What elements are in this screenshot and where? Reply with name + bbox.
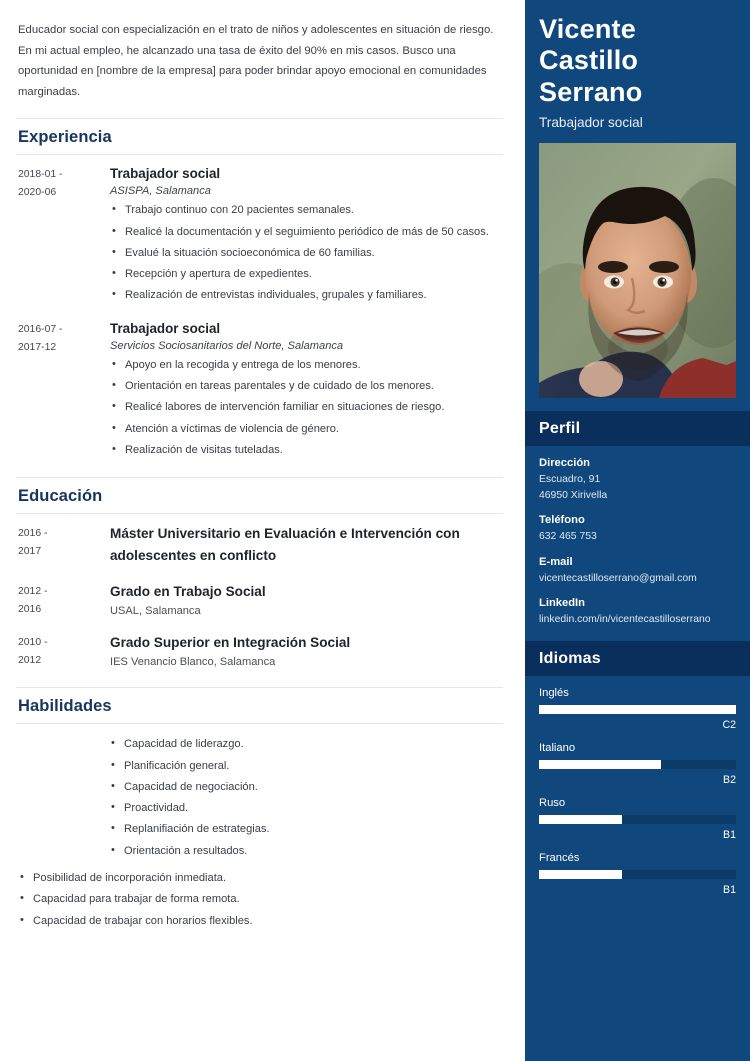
contact-item bbox=[539, 457, 736, 503]
entry-body bbox=[100, 319, 503, 462]
entry-title: Grado Superior en Integración Social bbox=[110, 635, 351, 651]
skill-item: • Capacidad de liderazgo. bbox=[109, 734, 503, 755]
language-item bbox=[539, 852, 736, 896]
contact-value[interactable]: linkedin.com/in/vicentecastilloserrano bbox=[539, 614, 711, 626]
language-level-bar-fill bbox=[539, 760, 661, 769]
education-entry-list bbox=[16, 514, 503, 671]
entry-organization: ASISPA, Salamanca bbox=[110, 185, 211, 198]
contact-value[interactable]: Escuadro, 91 46950 Xirivella bbox=[539, 473, 608, 501]
skill-item: • Orientación a resultados. bbox=[109, 841, 503, 862]
entry-bullet: • Atención a víctimas de violencia de género. bbox=[110, 419, 503, 440]
entry-date-from: 2018-01 - bbox=[18, 169, 63, 181]
entry-row bbox=[16, 319, 503, 462]
skill-item: • Planificación general. bbox=[109, 756, 503, 777]
contact-label: LinkedIn bbox=[539, 597, 585, 610]
identity-block bbox=[525, 0, 750, 130]
skills-body bbox=[16, 724, 503, 932]
section-title-skills: Habilidades bbox=[18, 697, 112, 716]
sidebar-section-header-profile bbox=[525, 411, 750, 446]
entry-date-range bbox=[16, 581, 100, 619]
contact-value[interactable]: 632 465 753 bbox=[539, 531, 597, 543]
entry-body bbox=[100, 523, 503, 569]
entry-date-from: 2012 - bbox=[18, 586, 48, 598]
entry-date-to: 2020-06 bbox=[18, 187, 57, 199]
entry-body bbox=[100, 581, 503, 620]
entry-bullet: • Trabajo continuo con 20 pacientes semanales. bbox=[110, 200, 503, 221]
entry-date-range bbox=[16, 632, 100, 670]
entry-date-to: 2017-12 bbox=[18, 341, 57, 353]
entry-bullet: • Orientación en tareas parentales y de cuidado de los menores. bbox=[110, 376, 503, 397]
portrait-photo-graphic bbox=[539, 143, 736, 398]
language-level-label: C2 bbox=[722, 718, 736, 731]
sidebar-section-header-languages bbox=[525, 641, 750, 676]
entry-title: Trabajador social bbox=[110, 320, 221, 336]
entry-date-from: 2016-07 - bbox=[18, 323, 63, 335]
language-item bbox=[539, 742, 736, 786]
section-skills bbox=[16, 687, 503, 932]
sidebar-section-title-profile: Perfil bbox=[539, 419, 581, 437]
entry-body bbox=[100, 164, 503, 307]
section-header-skills bbox=[16, 687, 503, 724]
contact-label: Dirección bbox=[539, 456, 590, 469]
entry-date-range bbox=[16, 164, 100, 202]
language-level-label: B1 bbox=[723, 828, 736, 841]
contact-label: E-mail bbox=[539, 555, 573, 568]
entry-bullet: • Realicé la documentación y el seguimiento periódico de más de 50 casos. bbox=[110, 222, 503, 243]
language-item bbox=[539, 797, 736, 841]
language-level-bar-fill bbox=[539, 705, 736, 714]
language-level-label: B1 bbox=[723, 883, 736, 896]
portrait-photo bbox=[539, 143, 736, 398]
section-education bbox=[16, 477, 503, 671]
entry-date-range bbox=[16, 523, 100, 561]
skills-list-indented bbox=[16, 734, 503, 862]
skill-item: • Capacidad para trabajar de forma remota. bbox=[18, 889, 503, 910]
contact-item bbox=[539, 597, 736, 628]
contact-label: Teléfono bbox=[539, 514, 585, 527]
language-name: Italiano bbox=[539, 741, 576, 754]
entry-title: Máster Universitario en Evaluación e Intervención con adolescentes en conflicto bbox=[110, 526, 460, 564]
entry-bullet-list bbox=[110, 355, 503, 461]
entry-body bbox=[100, 632, 503, 671]
entry-date-from: 2016 - bbox=[18, 528, 48, 540]
skill-item: • Replanifiación de estrategias. bbox=[109, 819, 503, 840]
language-name: Inglés bbox=[539, 686, 569, 699]
section-title-experience: Experiencia bbox=[18, 128, 112, 147]
entry-row bbox=[16, 523, 503, 569]
skill-item: • Posibilidad de incorporación inmediata. bbox=[18, 868, 503, 889]
section-experience bbox=[16, 118, 503, 461]
entry-bullet: • Realización de visitas tuteladas. bbox=[110, 440, 503, 461]
contact-list bbox=[525, 446, 750, 628]
language-name: Ruso bbox=[539, 796, 566, 809]
candidate-job-title: Trabajador social bbox=[539, 114, 643, 130]
entry-bullet: • Apoyo en la recogida y entrega de los menores. bbox=[110, 355, 503, 376]
entry-organization: USAL, Salamanca bbox=[110, 605, 201, 618]
section-header-education bbox=[16, 477, 503, 514]
entry-row bbox=[16, 632, 503, 671]
entry-date-to: 2012 bbox=[18, 655, 42, 667]
language-level-bar-fill bbox=[539, 870, 622, 879]
section-header-experience bbox=[16, 118, 503, 155]
entry-bullet: • Recepción y apertura de expedientes. bbox=[110, 264, 503, 285]
skills-list-flat bbox=[16, 868, 503, 932]
language-level-bar bbox=[539, 760, 736, 769]
entry-bullet: • Realización de entrevistas individuales, grupales y familiares. bbox=[110, 285, 503, 306]
entry-bullet: • Evalué la situación socioeconómica de 60 familias. bbox=[110, 243, 503, 264]
sidebar bbox=[525, 0, 750, 1061]
entry-title: Trabajador social bbox=[110, 166, 221, 182]
skill-item: • Proactividad. bbox=[109, 798, 503, 819]
entry-date-range bbox=[16, 319, 100, 357]
entry-row bbox=[16, 581, 503, 620]
skill-item: • Capacidad de negociación. bbox=[109, 777, 503, 798]
experience-entry-list bbox=[16, 155, 503, 461]
entry-bullet: • Realicé labores de intervención familiar en situaciones de riesgo. bbox=[110, 397, 503, 418]
entry-row bbox=[16, 164, 503, 307]
language-level-bar bbox=[539, 705, 736, 714]
language-level-bar-fill bbox=[539, 815, 622, 824]
contact-item bbox=[539, 514, 736, 545]
profile-summary: Educador social con especialización en el trato de niños y adolescentes en situación de riesgo. En mi actual empleo, he alcanzado una tasa de éxito del 90% en mis casos. Busco una oportunidad en [nombre de la empresa] para poder brindar apoyo emocional en comunidades marginadas. bbox=[18, 24, 494, 98]
language-list bbox=[525, 676, 750, 896]
entry-date-to: 2017 bbox=[18, 546, 42, 558]
sidebar-section-title-languages: Idiomas bbox=[539, 649, 601, 667]
photo-container bbox=[525, 130, 750, 398]
entry-date-from: 2010 - bbox=[18, 637, 48, 649]
contact-item bbox=[539, 556, 736, 587]
candidate-name: Vicente Castillo Serrano bbox=[539, 14, 643, 107]
language-level-bar bbox=[539, 815, 736, 824]
entry-organization: IES Venancio Blanco, Salamanca bbox=[110, 656, 276, 669]
skill-item: • Capacidad de trabajar con horarios flexibles. bbox=[18, 911, 503, 932]
language-name: Francés bbox=[539, 851, 580, 864]
entry-title: Grado en Trabajo Social bbox=[110, 584, 266, 600]
language-level-label: B2 bbox=[723, 773, 736, 786]
section-title-education: Educación bbox=[18, 487, 103, 506]
entry-bullet-list bbox=[110, 200, 503, 306]
language-level-bar bbox=[539, 870, 736, 879]
entry-organization: Servicios Sociosanitarios del Norte, Salamanca bbox=[110, 339, 344, 352]
contact-value[interactable]: vicentecastilloserrano@gmail.com bbox=[539, 572, 697, 584]
language-item bbox=[539, 687, 736, 731]
entry-date-to: 2016 bbox=[18, 604, 42, 616]
